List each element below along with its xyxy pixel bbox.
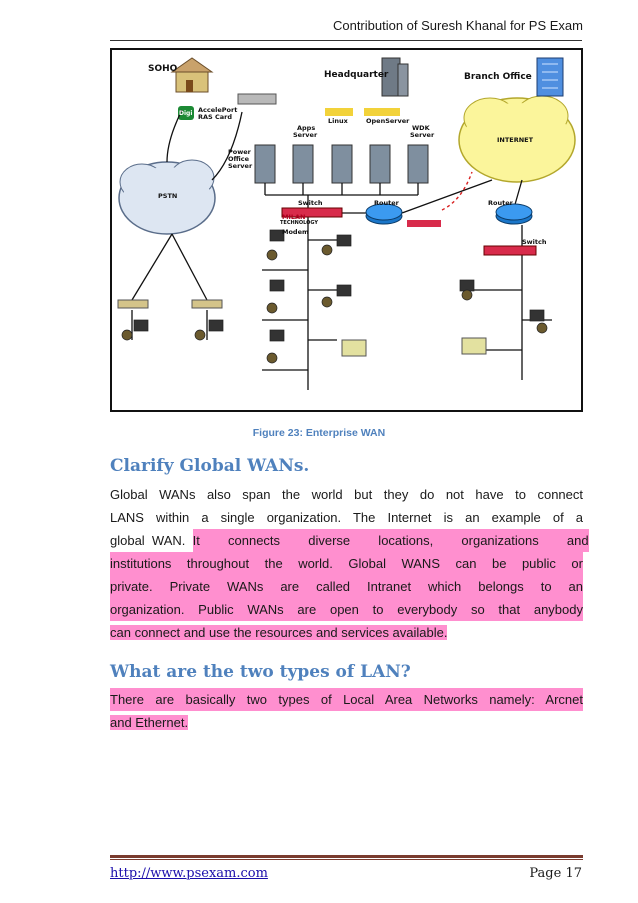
footer-website-link[interactable]: http://www.psexam.com [110,866,268,881]
soho-label: SOHO [148,64,178,74]
text-line [110,688,583,711]
footer-rule [110,855,583,858]
figure-caption: Figure 23: Enterprise WAN [252,427,386,439]
modem-icon [118,300,148,308]
text-line [110,575,583,598]
highlighted-text: organization. Public WANs are open to everybody so that anybody [110,598,583,621]
vpn-link [442,172,472,210]
ras-card-label: RAS Card [198,113,232,121]
power-office-label: Power [228,148,251,156]
accessport-label: AccelePort [198,106,238,114]
text-line [110,529,589,552]
highlighted-text: institutions throughout the world. Global WANS can be public or [110,552,583,575]
apps-server-label-2: Server [293,131,318,139]
text-line-segment: global WAN. [110,533,193,548]
branch-router-icon [496,204,532,224]
text-line [110,621,583,644]
highlighted-text: There are basically two types of Local Area Networks namely: Arcnet [110,688,583,711]
highlighted-text: private. Private WANs are called Intranet which belongs to an [110,575,583,598]
hq-router-icon [366,204,402,224]
enterprise-wan-diagram [110,48,583,412]
network-diagram-svg [112,50,581,410]
header-rule [110,40,582,41]
page-number: Page 17 [529,866,582,881]
paragraph-lan-types [110,688,583,734]
wdk-server-label: WDK [412,124,430,132]
branch-switch-icon [484,246,536,255]
openserver-label: OpenServer [366,117,410,125]
power-office-label-2: Office [228,155,250,163]
section-heading-global-wans: Clarify Global WANs. [110,456,310,476]
text-line [110,598,583,621]
pstn-label: PSTN [158,192,178,200]
modem-icon [192,300,222,308]
linux-logo-box [325,108,353,116]
soho-house-icon [172,58,212,92]
headquarter-label: Headquarter [324,70,389,80]
hq-router-label: Router [374,199,399,207]
internet-label: INTERNET [497,136,534,144]
section-heading-lan-types: What are the two types of LAN? [110,662,411,682]
linux-label: Linux [328,117,348,125]
branch-office-building-icon [537,58,563,96]
technology-label: TECHNOLOGY [280,220,318,226]
text-line: LANS within a single organization. The Internet is an example of a [110,510,583,525]
printer-icon [462,338,486,354]
openserver-logo-box [364,108,400,116]
page-header: Contribution of Suresh Khanal for PS Exam [332,18,583,33]
printer-icon [342,340,366,356]
highlighted-text: can connect and use the resources and services available. [110,625,448,640]
footer-rule-thin [110,859,583,860]
server-rack-group [255,145,428,183]
text-line [110,711,583,734]
branch-router-label: Router [488,199,513,207]
hq-switch-label: Switch [298,199,323,207]
branch-office-label: Branch Office [464,72,532,82]
milan-label: MILAN [282,213,306,221]
highlighted-text: and Ethernet. [110,715,189,730]
modem-label: Modem [282,228,309,236]
digi-logo-label: Digi [179,110,193,117]
wdk-server-label-2: Server [410,131,435,139]
paragraph-global-wans [110,483,589,644]
text-line [110,552,583,575]
hq-milan-box [407,220,441,227]
apps-server-label: Apps [297,124,316,132]
branch-switch-label: Switch [522,238,547,246]
power-office-label-3: Server [228,162,253,170]
text-line: Global WANs also span the world but they do not have to connect [110,487,583,502]
highlighted-text: It connects diverse locations, organizations and [193,529,589,552]
